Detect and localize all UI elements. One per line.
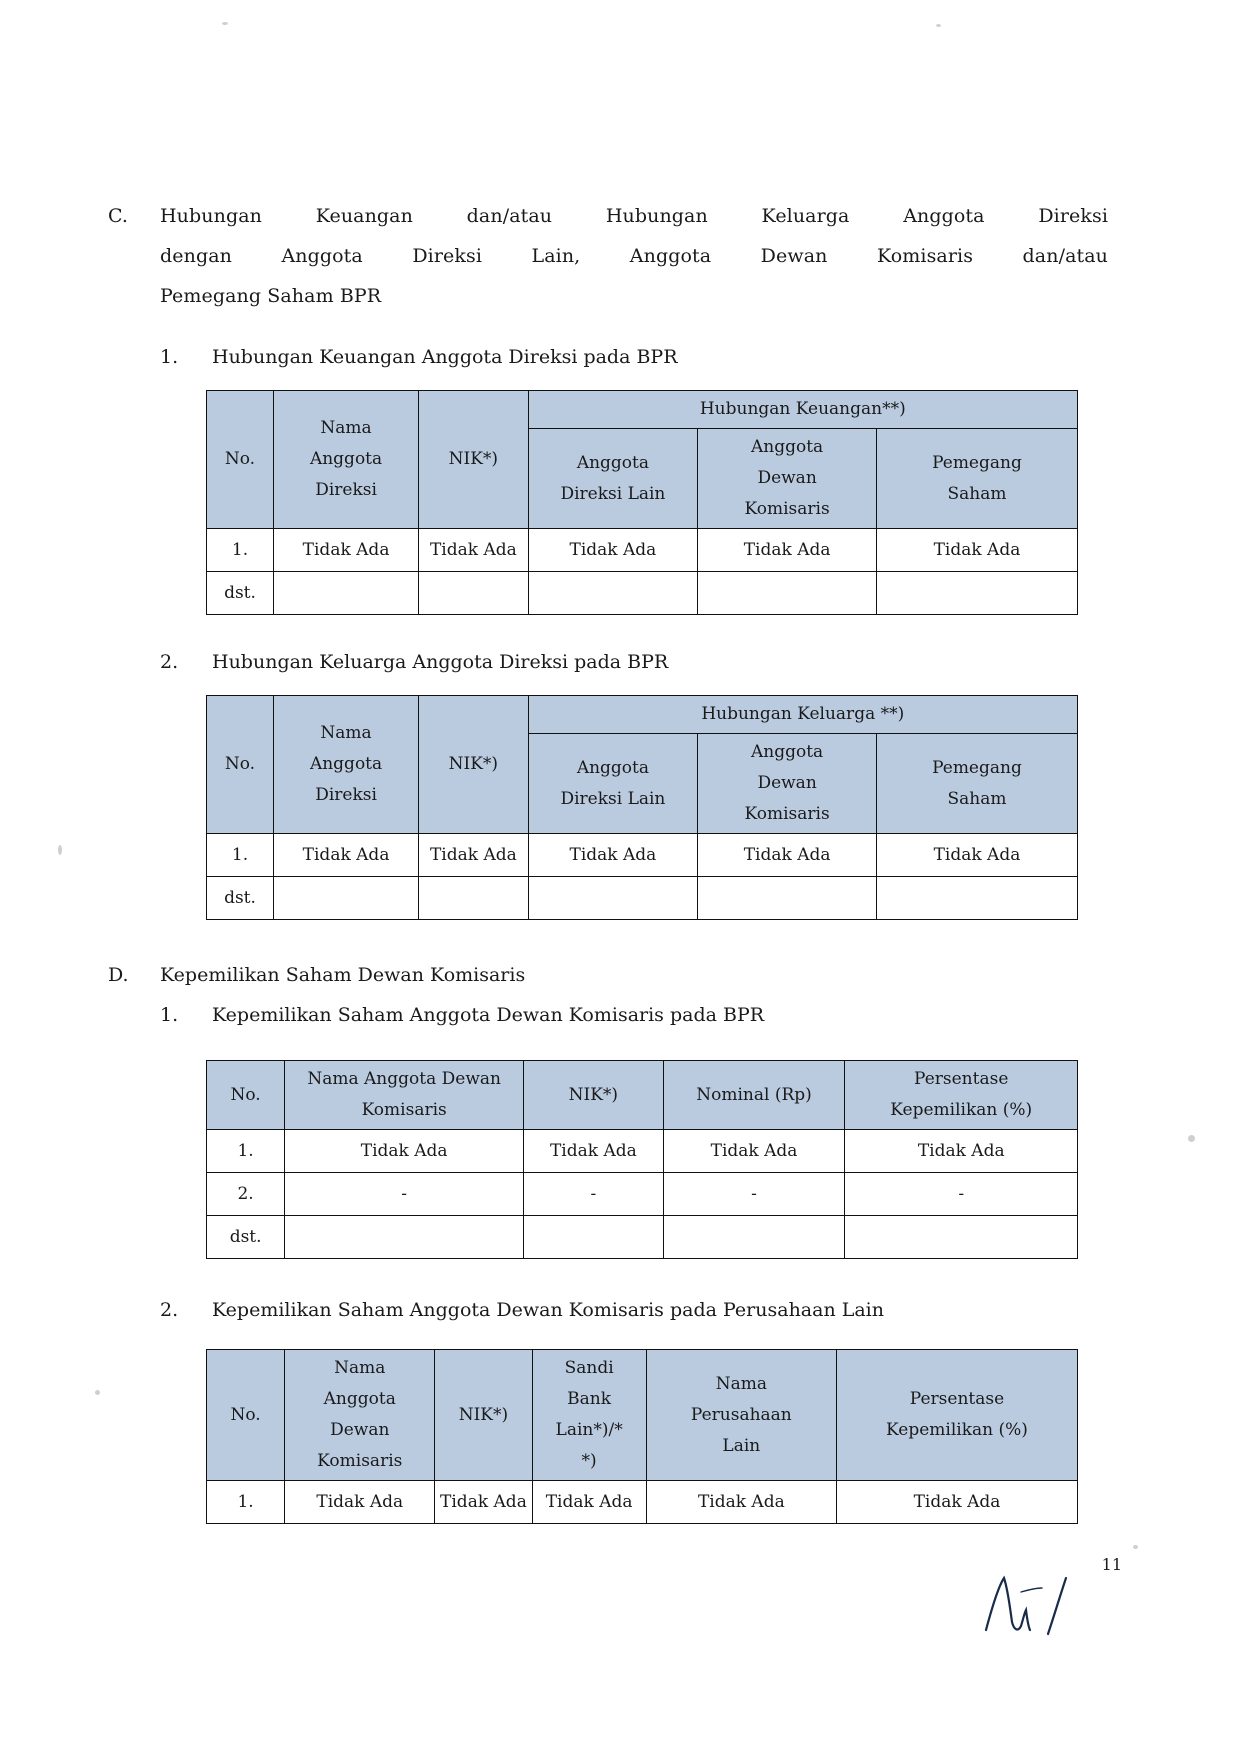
table-header-row [207,1061,1078,1130]
th-nik: NIK*) [419,696,528,834]
th-line: Bank [567,1389,612,1409]
handwritten-signature [980,1570,1100,1640]
table-row [207,1130,1078,1173]
table-header-row [207,391,1078,429]
th-line: Nama Anggota Dewan [307,1069,501,1089]
th-line: Saham [947,483,1007,504]
cell-nominal: - [663,1173,845,1216]
cell-nik: Tidak Ada [419,834,528,877]
th-no: No. [207,1061,285,1130]
cell-no: dst. [207,1216,285,1259]
cell-nama-perusahaan: Tidak Ada [646,1481,836,1524]
table-header-row [207,696,1078,734]
item-c1-index: 1. [160,346,179,368]
th-line: Persentase [914,1069,1009,1089]
th-line: Komisaris [744,499,830,519]
section-d [108,958,1108,992]
item-c2 [108,645,1108,679]
th-group-hubungan-keluarga: Hubungan Keluarga **) [528,696,1077,734]
th-nama-anggota-dewan-komisaris [285,1061,524,1130]
cell-nik: Tidak Ada [419,529,528,572]
th-anggota-dewan-komisaris [698,429,877,529]
th-anggota-dewan-komisaris [698,734,877,834]
item-d2-index: 2. [160,1299,179,1321]
cell-no: 1. [207,1481,285,1524]
cell-pemegang-saham: Tidak Ada [876,529,1077,572]
scan-speck [1188,1135,1195,1142]
item-d1 [108,998,1108,1032]
th-line: Direksi Lain [560,483,666,504]
item-c1 [108,340,1108,374]
th-line: Komisaris [744,804,830,824]
th-line: Komisaris [317,1451,403,1471]
cell-direksi-lain: Tidak Ada [528,529,698,572]
table-row [207,529,1078,572]
th-line: Anggota [751,437,824,457]
table-d2-wrap [206,1349,1108,1524]
page-number: 11 [1101,1555,1122,1574]
cell-nama: Tidak Ada [273,529,418,572]
cell-pemegang-saham [876,572,1077,615]
section-c-title-line-3: Pemegang Saham BPR [160,285,382,307]
scan-speck [222,22,228,25]
th-line: Lain [722,1435,761,1456]
section-c-title-line-2: dengan Anggota Direksi Lain, Anggota Dewan Komisaris dan/atau [160,245,1108,267]
table-row [207,877,1078,920]
cell-direksi-lain [528,877,698,920]
th-line: Dewan [757,468,817,488]
th-line: Sandi [564,1358,614,1378]
th-line: Direksi [315,785,377,805]
th-pemegang-saham [876,429,1077,529]
cell-nama: Tidak Ada [273,834,418,877]
cell-nik: Tidak Ada [435,1481,532,1524]
table-row [207,834,1078,877]
cell-pemegang-saham [876,877,1077,920]
th-sandi-bank-lain [532,1350,646,1481]
scan-speck [1133,1545,1138,1549]
table-hubungan-keluarga-direksi [206,695,1078,920]
section-d-title: Kepemilikan Saham Dewan Komisaris [160,964,526,986]
table-row [207,1173,1078,1216]
th-line: Anggota [576,452,650,473]
th-line: Persentase [909,1389,1005,1409]
table-hubungan-keuangan-direksi [206,390,1078,615]
cell-pemegang-saham: Tidak Ada [876,834,1077,877]
cell-nik: - [524,1173,664,1216]
th-line: Anggota [309,449,383,469]
table-header-row [207,1350,1078,1481]
th-line: Direksi [315,480,377,500]
th-line: Saham [947,788,1007,809]
th-pemegang-saham [876,734,1077,834]
th-nik: NIK*) [435,1350,532,1481]
item-c2-title: Hubungan Keluarga Anggota Direksi pada BPR [212,651,669,673]
cell-direksi-lain: Tidak Ada [528,834,698,877]
th-anggota-direksi-lain [528,734,698,834]
th-line: Kepemilikan (%) [890,1100,1033,1120]
cell-no: dst. [207,572,274,615]
th-nik: NIK*) [419,391,528,529]
scan-speck [58,845,62,855]
table-row [207,572,1078,615]
th-nama-anggota-dewan-komisaris [285,1350,435,1481]
item-d1-title: Kepemilikan Saham Anggota Dewan Komisaris pada BPR [212,1004,765,1026]
th-line: Nama [320,723,372,743]
cell-nik [419,572,528,615]
th-line: Perusahaan [690,1404,792,1425]
section-c-letter: C. [108,205,128,227]
th-line: *) [581,1451,597,1471]
th-line: Dewan [757,773,817,793]
cell-nama [273,572,418,615]
th-line: Nama [715,1373,767,1394]
cell-nik: Tidak Ada [524,1130,664,1173]
item-d2-title: Kepemilikan Saham Anggota Dewan Komisaris pada Perusahaan Lain [212,1299,884,1321]
th-line: Nama [334,1358,386,1378]
th-nominal: Nominal (Rp) [663,1061,845,1130]
th-line: Pemegang [932,757,1022,778]
th-line: Pemegang [932,452,1022,473]
cell-persentase: - [845,1173,1078,1216]
cell-persentase [845,1216,1078,1259]
table-row [207,1216,1078,1259]
th-line: Nama [320,418,372,438]
th-line: Anggota [323,1389,396,1409]
cell-dewan-komisaris: Tidak Ada [698,529,877,572]
table-kepemilikan-saham-komisaris-bpr [206,1060,1078,1259]
cell-nik [524,1216,664,1259]
cell-sandi-bank: Tidak Ada [532,1481,646,1524]
cell-persentase: Tidak Ada [836,1481,1077,1524]
cell-no: 1. [207,529,274,572]
cell-nama [273,877,418,920]
th-persentase-kepemilikan [845,1061,1078,1130]
th-group-hubungan-keuangan: Hubungan Keuangan**) [528,391,1077,429]
table-kepemilikan-saham-komisaris-perusahaan-lain [206,1349,1078,1524]
scan-speck [95,1390,100,1395]
th-line: Kepemilikan (%) [886,1420,1028,1440]
th-nama-anggota-direksi [273,391,418,529]
th-line: Lain*)/* [555,1420,623,1440]
cell-no: 1. [207,834,274,877]
cell-no: dst. [207,877,274,920]
th-no: No. [207,696,274,834]
cell-nama: Tidak Ada [285,1130,524,1173]
th-anggota-direksi-lain [528,429,698,529]
document-content [108,196,1108,1524]
section-d-letter: D. [108,964,129,986]
cell-nik [419,877,528,920]
section-c [108,196,1108,316]
th-line: Komisaris [361,1100,447,1120]
cell-nama: Tidak Ada [285,1481,435,1524]
item-d2 [108,1293,1108,1327]
scan-speck [936,24,941,27]
table-c2-wrap [206,695,1108,920]
table-row [207,1481,1078,1524]
th-nama-perusahaan-lain [646,1350,836,1481]
cell-dewan-komisaris: Tidak Ada [698,834,877,877]
th-no: No. [207,391,274,529]
cell-nama [285,1216,524,1259]
item-d1-index: 1. [160,1004,179,1026]
cell-direksi-lain [528,572,698,615]
cell-persentase: Tidak Ada [845,1130,1078,1173]
th-nama-anggota-direksi [273,696,418,834]
cell-no: 2. [207,1173,285,1216]
item-c1-title: Hubungan Keuangan Anggota Direksi pada BPR [212,346,678,368]
th-persentase-kepemilikan [836,1350,1077,1481]
cell-dewan-komisaris [698,572,877,615]
table-d1-wrap [206,1060,1108,1259]
th-nik: NIK*) [524,1061,664,1130]
th-line: Direksi Lain [560,788,666,809]
table-c1-wrap [206,390,1108,615]
th-no: No. [207,1350,285,1481]
cell-dewan-komisaris [698,877,877,920]
th-line: Anggota [576,757,650,778]
section-c-title-line-1: Hubungan Keuangan dan/atau Hubungan Keluarga Anggota Direksi [160,205,1108,227]
cell-nominal [663,1216,845,1259]
th-line: Dewan [330,1420,390,1440]
cell-nominal: Tidak Ada [663,1130,845,1173]
th-line: Anggota [309,754,383,774]
item-c2-index: 2. [160,651,179,673]
cell-nama: - [285,1173,524,1216]
th-line: Anggota [751,742,824,762]
cell-no: 1. [207,1130,285,1173]
